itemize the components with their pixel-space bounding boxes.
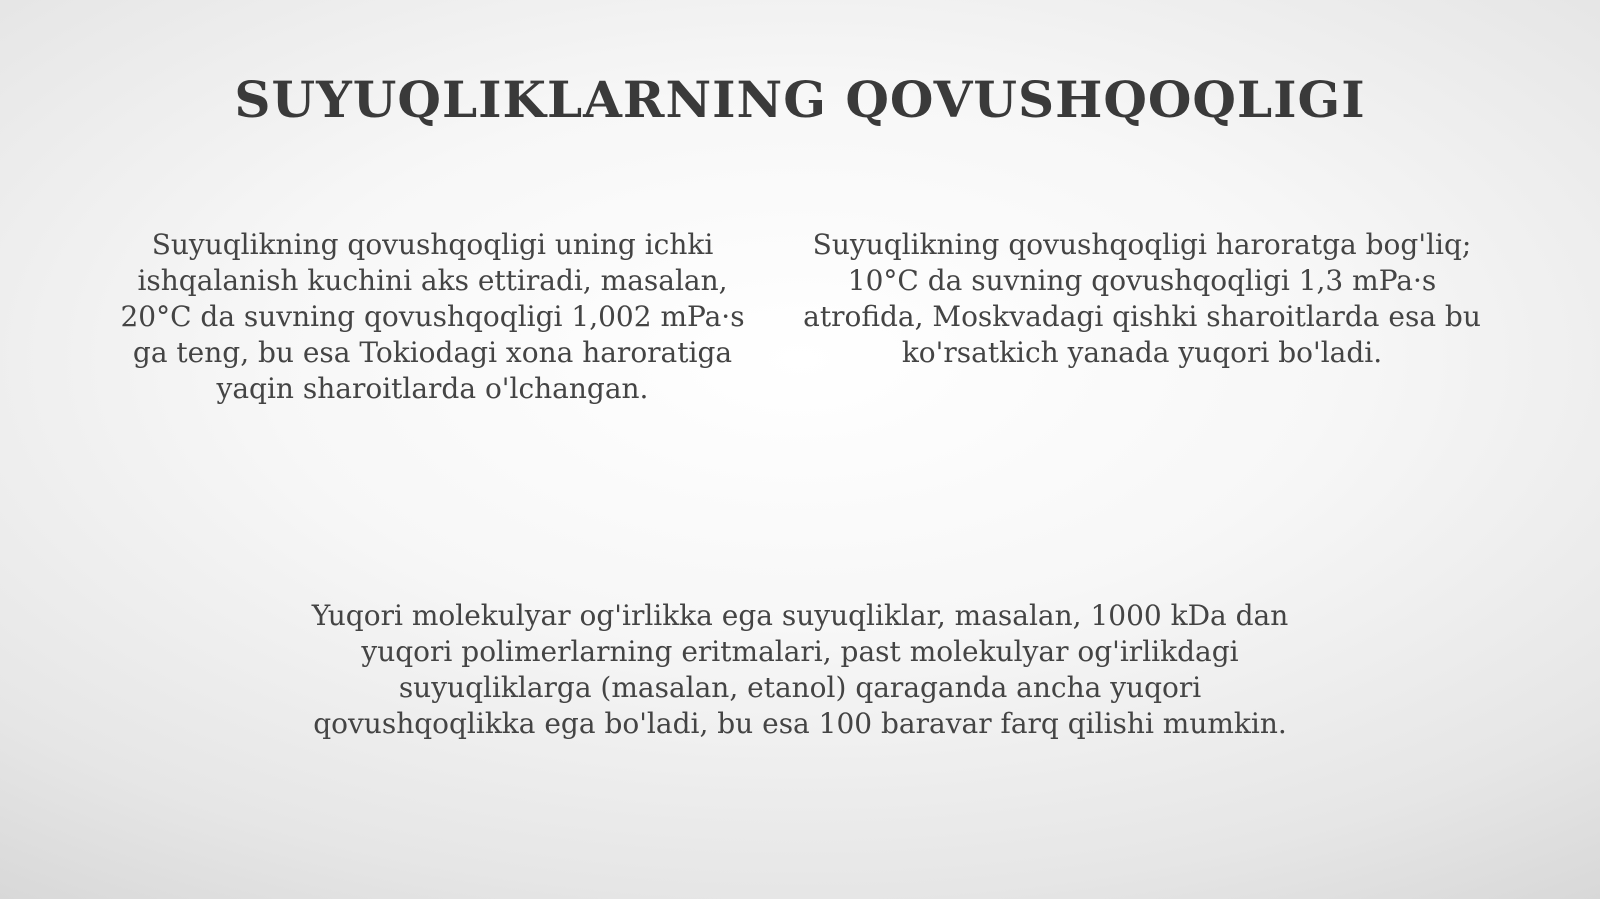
slide-title: SUYUQLIKLARNING QOVUSHQOQLIGI xyxy=(234,70,1366,129)
paragraph-bottom: Yuqori molekulyar og'irlikka ega suyuqliklar, masalan, 1000 kDa dan yuqori polimerlarning eritmalari, past molekulyar og'irlikdagi suyuqliklarga (masalan, etanol) qaraganda ancha yuqori qovushqoqlikka ega bo'ladi, bu esa 100 baravar farq qilishi mumkin. xyxy=(311,599,1289,740)
paragraph-right: Suyuqlikning qovushqoqligi haroratga bog'liq; 10°C da suvning qovushqoqligi 1,3 mPa·s atrofida, Moskvadagi qishki sharoitlarda esa bu ko'rsatkich yanada yuqori bo'ladi. xyxy=(803,228,1481,369)
paragraph-left: Suyuqlikning qovushqoqligi uning ichki ishqalanish kuchini aks ettiradi, masalan, 20°C da suvning qovushqoqligi 1,002 mPa·s ga teng, bu esa Tokiodagi xona haroratiga yaqin sharoitlarda o'lchangan. xyxy=(120,228,745,405)
